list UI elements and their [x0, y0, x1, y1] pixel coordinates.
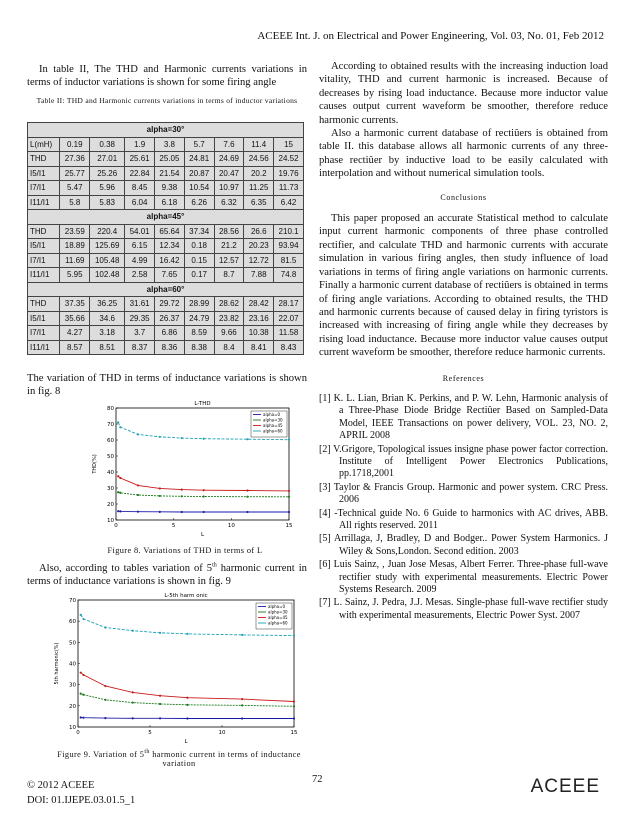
table-cell: 9.66	[214, 326, 244, 341]
y-tick-label: 20	[69, 703, 76, 710]
table-cell: 6.35	[244, 195, 274, 210]
table-cell: 7.88	[244, 268, 274, 283]
data-point	[104, 699, 106, 701]
also-paragraph: Also, according to tables variation of 5th harmonic current in terms of inductance variations is shown in fig. 9	[27, 562, 307, 588]
table-alpha-header: alpha=60°	[28, 282, 304, 297]
legend-label: alpha=45	[268, 615, 288, 620]
copyright: © 2012 ACEEE	[27, 780, 95, 791]
table-cell: 8.37	[125, 340, 155, 355]
data-point	[288, 490, 290, 492]
data-point	[203, 489, 205, 491]
y-tick-label: 60	[69, 619, 76, 626]
table-cell: 65.64	[155, 224, 185, 239]
table-cell: 54.01	[125, 224, 155, 239]
data-point	[181, 511, 183, 513]
table-row-label: I5/I1	[28, 166, 60, 181]
data-point	[159, 632, 161, 634]
data-point	[186, 697, 188, 699]
x-tick-label: 5	[148, 730, 152, 736]
x-axis-label: L	[200, 532, 205, 538]
table-cell: 0.17	[184, 268, 214, 283]
journal-header: ACEEE Int. J. on Electrical and Power Engineering, Vol. 03, No. 01, Feb 2012	[257, 30, 604, 42]
data-point	[203, 495, 205, 497]
thd-paragraph-wrap	[27, 372, 307, 399]
legend-label: alpha=45	[263, 423, 283, 428]
table-cell: 2.58	[125, 268, 155, 283]
y-tick-label: 70	[107, 422, 114, 428]
table-cell: 0.18	[184, 239, 214, 254]
table-cell: 27.36	[60, 152, 90, 167]
table-cell: 21.54	[155, 166, 185, 181]
table-row	[28, 181, 304, 196]
data-point	[181, 495, 183, 497]
table-cell: 6.42	[274, 195, 304, 210]
data-point	[293, 634, 295, 636]
table-cell: 210.1	[274, 224, 304, 239]
data-point	[117, 510, 119, 512]
x-tick-label: 10	[227, 523, 235, 529]
table-cell: 10.54	[184, 181, 214, 196]
legend-label: alpha=30	[263, 417, 283, 423]
table-row-label: I7/I1	[28, 253, 60, 268]
table-row-label: I11/I1	[28, 195, 60, 210]
figure-8-caption: Figure 8. Variations of THD in terms of L	[107, 546, 263, 555]
table-cell: 24.52	[274, 152, 304, 167]
table-cell: 5.95	[60, 268, 90, 283]
data-point	[80, 672, 82, 674]
table-cell: 8.57	[60, 340, 90, 355]
table-cell: 28.62	[214, 297, 244, 312]
table-cell: 8.43	[274, 340, 304, 355]
table-cell: 5.83	[90, 195, 125, 210]
table-cell: 28.17	[274, 297, 304, 312]
table-cell: 21.2	[214, 239, 244, 254]
data-point	[241, 698, 243, 700]
results-paragraph: According to obtained results with the increasing induction load vitality, THD and current harmonic is increased. Because of decreases by rising load inductance. Because more inductor value causes output current waveform be smoother, therefore reduce harmonic currents.	[319, 61, 608, 126]
data-point	[80, 693, 82, 695]
table-cell: 8.36	[155, 340, 185, 355]
table-cell: 25.26	[90, 166, 125, 181]
table-cell: 27.01	[90, 152, 125, 167]
chart-title: L-5th harm onic	[164, 593, 208, 599]
reference-item: [4] -Technical guide No. 6 Guide to harmonics with AC drives, ABB. All rights reserved. 2011	[319, 507, 608, 531]
data-point	[293, 705, 295, 707]
table-row-label: I7/I1	[28, 326, 60, 341]
references-list	[319, 393, 608, 622]
reference-item: [2] V.Grigore, Topological issues insigne phase power factor correction. Institute of Intelligent Power Electronics Publications, pp.1718,2001	[319, 443, 608, 480]
data-point	[203, 438, 205, 440]
table-row	[28, 253, 304, 268]
table-cell: 74.8	[274, 268, 304, 283]
table-cell: 28.99	[184, 297, 214, 312]
table-row	[28, 152, 304, 167]
table-cell: 29.72	[155, 297, 185, 312]
table-cell: 37.34	[184, 224, 214, 239]
data-point	[132, 691, 134, 693]
x-tick-label: 5	[171, 523, 176, 529]
table-cell: 20.47	[214, 166, 244, 181]
table-cell: 9.38	[155, 181, 185, 196]
also-paragraph-wrap	[27, 562, 307, 589]
data-point	[104, 626, 106, 628]
data-point	[186, 633, 188, 635]
data-point	[241, 717, 243, 719]
table-row-label: I5/I1	[28, 239, 60, 254]
data-point	[288, 496, 290, 498]
table-cell: 24.81	[184, 152, 214, 167]
data-point	[137, 511, 139, 513]
data-point	[246, 438, 248, 440]
legend-label: alpha=60	[268, 620, 288, 626]
table-cell: 8.51	[90, 340, 125, 355]
y-tick-label: 60	[107, 438, 114, 444]
data-point	[159, 511, 161, 513]
data-point	[132, 630, 134, 632]
legend-label: alpha=0	[263, 412, 280, 417]
table-cell: 3.18	[90, 326, 125, 341]
harmonic-table	[27, 122, 304, 355]
table-row-label: L(mH)	[28, 137, 60, 152]
data-point	[246, 496, 248, 498]
reference-item: [6] Luis Sainz, , Juan Jose Mesas, Albert Ferrer. Three-phase full-wave rectifier study with experimental measurements. Electric Power Systems Research. 2009	[319, 559, 608, 596]
table-cell: 20.23	[244, 239, 274, 254]
data-point	[246, 511, 248, 513]
table-cell: 5.8	[60, 195, 90, 210]
table-cell: 20.2	[244, 166, 274, 181]
data-point	[117, 475, 119, 477]
y-tick-label: 70	[69, 598, 76, 604]
data-point	[159, 703, 161, 705]
data-point	[186, 717, 188, 719]
table-cell: 11.58	[274, 326, 304, 341]
table-cell: 28.56	[214, 224, 244, 239]
y-tick-label: 10	[69, 725, 76, 731]
table-cell: 23.59	[60, 224, 90, 239]
data-point	[181, 437, 183, 439]
left-column	[27, 63, 307, 110]
table-cell: 35.66	[60, 311, 90, 326]
table-cell: 11.25	[244, 181, 274, 196]
table-row-label: THD	[28, 152, 60, 167]
reference-item: [5] Arrillaga, J, Bradley, D and Bodger.. Power System Harmonics. J Wiley & Sons,London. Second edition. 2003	[319, 533, 608, 557]
table-cell: 220.4	[90, 224, 125, 239]
table-cell: 36.25	[90, 297, 125, 312]
table-row	[28, 239, 304, 254]
table-cell: 93.94	[274, 239, 304, 254]
reference-item: [3] Taylor & Francis Group. Harmonic and power system. CRC Press. 2006	[319, 481, 608, 506]
data-point	[80, 614, 82, 616]
y-axis-label: 5th harmonic(%)	[54, 642, 60, 685]
table-cell: 6.15	[125, 239, 155, 254]
data-point	[80, 716, 82, 718]
figure-9	[52, 590, 300, 745]
table-cell: 105.48	[90, 253, 125, 268]
table-cell: 3.8	[155, 137, 185, 152]
references-heading: References	[442, 373, 485, 383]
table-row	[28, 340, 304, 355]
y-axis-label: THD(%)	[92, 454, 98, 474]
data-point	[293, 717, 295, 719]
table-cell: 7.6	[214, 137, 244, 152]
y-tick-label: 80	[107, 406, 114, 412]
table-cell: 26.37	[155, 311, 185, 326]
data-point	[137, 433, 139, 435]
table-cell: 20.87	[184, 166, 214, 181]
table-cell: 0.38	[90, 137, 125, 152]
data-point	[137, 494, 139, 496]
table-cell: 125.69	[90, 239, 125, 254]
table-cell: 8.7	[214, 268, 244, 283]
table-cell: 1.9	[125, 137, 155, 152]
table-row	[28, 268, 304, 283]
table-cell: 16.42	[155, 253, 185, 268]
table-cell: 23.82	[214, 311, 244, 326]
x-tick-label: 10	[218, 730, 226, 736]
table-row	[28, 195, 304, 210]
table-row-label: I11/I1	[28, 340, 60, 355]
data-point	[132, 701, 134, 703]
table-cell: 12.72	[244, 253, 274, 268]
table-cell: 22.07	[274, 311, 304, 326]
legend-label: alpha=30	[268, 609, 288, 615]
y-tick-label: 50	[107, 454, 114, 460]
y-tick-label: 50	[69, 640, 76, 647]
table-cell: 0.15	[184, 253, 214, 268]
table-cell: 6.32	[214, 195, 244, 210]
y-tick-label: 30	[69, 682, 76, 689]
data-point	[203, 511, 205, 513]
table-row-label: I7/I1	[28, 181, 60, 196]
page-number: 72	[312, 774, 323, 785]
table-row-label: THD	[28, 297, 60, 312]
data-point	[104, 685, 106, 687]
table-row-label: THD	[28, 224, 60, 239]
thd-paragraph: The variation of THD in terms of inductance variations is shown in fig. 8	[27, 373, 307, 398]
x-tick-label: 15	[290, 730, 298, 736]
table-cell: 25.05	[155, 152, 185, 167]
table-caption: Table II: THD and Harmonic currents variations in terms of inductor variations	[36, 95, 298, 105]
data-point	[241, 634, 243, 636]
table-cell: 10.97	[214, 181, 244, 196]
fifth-harmonic-chart	[52, 590, 300, 745]
table-cell: 12.57	[214, 253, 244, 268]
data-point	[159, 717, 161, 719]
data-point	[82, 717, 84, 719]
table-cell: 81.5	[274, 253, 304, 268]
data-point	[241, 704, 243, 706]
table-cell: 18.89	[60, 239, 90, 254]
table-row	[28, 326, 304, 341]
figure-8	[90, 398, 295, 538]
table-cell: 4.27	[60, 326, 90, 341]
table-cell: 29.35	[125, 311, 155, 326]
data-point	[159, 695, 161, 697]
y-tick-label: 30	[107, 486, 114, 492]
figure-9-caption: Figure 9. Variation of 5th harmonic current in terms of inductance variation	[57, 749, 301, 768]
data-point	[186, 704, 188, 706]
table-cell: 26.6	[244, 224, 274, 239]
table-row	[28, 297, 304, 312]
conclusions-heading: Conclusions	[440, 192, 487, 202]
table-cell: 8.59	[184, 326, 214, 341]
data-point	[137, 484, 139, 486]
table-cell: 24.56	[244, 152, 274, 167]
data-point	[119, 477, 121, 479]
x-tick-label: 15	[285, 523, 293, 529]
data-point	[119, 492, 121, 494]
x-axis-label: L	[184, 739, 188, 745]
data-point	[159, 495, 161, 497]
y-tick-label: 40	[107, 470, 114, 476]
table-cell: 8.38	[184, 340, 214, 355]
table-cell: 12.34	[155, 239, 185, 254]
table-cell: 22.84	[125, 166, 155, 181]
data-point	[117, 421, 119, 423]
table-cell: 8.41	[244, 340, 274, 355]
doi: DOI: 01.IJEPE.03.01.5_1	[27, 795, 136, 806]
table-cell: 7.65	[155, 268, 185, 283]
database-paragraph: Also a harmonic current database of rectiûers is obtained from table II. this database allows all harmonic currents of any three-phase rectiûer by inductive load to be easily calculated with interpolation and without numerical simulation tools.	[319, 128, 608, 180]
data-point	[181, 489, 183, 491]
table-cell: 4.99	[125, 253, 155, 268]
data-point	[132, 717, 134, 719]
table-cell: 11.4	[244, 137, 274, 152]
conclusions-paragraph: This paper proposed an accurate Statistical method to calculate input current harmonic components of three phase controlled rectifier, and calculate THD and harmonic currents with accurate simulation in various firing angles, then study influence of load variations in terms of firing angle variations on harmonic currents. Finally a harmonic current database of rectiûers is obtained in terms of firing angle variations. According to obtained results, the THD and harmonic currents because of caused delay in firing tyristors is increased with increasing of firing angle while they decreases by rising load inductance. Because more inductor value causes output current waveform be smoother, therefore reduce harmonic currents.	[319, 213, 608, 359]
table-cell: 37.35	[60, 297, 90, 312]
table-cell: 8.4	[214, 340, 244, 355]
table-alpha-header: alpha=30°	[28, 123, 304, 138]
table-cell: 23.16	[244, 311, 274, 326]
chart-title: L-THD	[194, 401, 211, 407]
y-tick-label: 10	[107, 518, 114, 524]
table-cell: 10.38	[244, 326, 274, 341]
table-cell: 11.73	[274, 181, 304, 196]
table-cell: 5.7	[184, 137, 214, 152]
table-alpha-header: alpha=45°	[28, 210, 304, 225]
table-cell: 5.96	[90, 181, 125, 196]
data-point	[159, 487, 161, 489]
table-cell: 25.61	[125, 152, 155, 167]
y-tick-label: 40	[69, 661, 76, 668]
table-row	[28, 137, 304, 152]
table-cell: 5.47	[60, 181, 90, 196]
table-cell: 6.86	[155, 326, 185, 341]
data-point	[159, 436, 161, 438]
table-cell: 102.48	[90, 268, 125, 283]
legend-label: alpha=0	[268, 604, 285, 609]
table-cell: 6.26	[184, 195, 214, 210]
table-cell: 6.18	[155, 195, 185, 210]
data-point	[119, 426, 121, 428]
table-row	[28, 166, 304, 181]
table-cell: 25.77	[60, 166, 90, 181]
data-point	[104, 717, 106, 719]
table-row	[28, 311, 304, 326]
table-cell: 24.79	[184, 311, 214, 326]
table-cell: 34.6	[90, 311, 125, 326]
data-point	[119, 510, 121, 512]
data-point	[82, 618, 84, 620]
thd-chart	[90, 398, 295, 538]
data-point	[288, 511, 290, 513]
table-cell: 6.04	[125, 195, 155, 210]
data-point	[246, 489, 248, 491]
data-point	[288, 439, 290, 441]
x-tick-label: 0	[114, 523, 118, 529]
table-cell: 15	[274, 137, 304, 152]
table-cell: 0.19	[60, 137, 90, 152]
x-tick-label: 0	[76, 730, 80, 736]
legend-label: alpha=60	[263, 428, 283, 434]
reference-item: [1] K. L. Lian, Brian K. Perkins, and P. W. Lehn, Harmonic analysis of a Three-Phase Diode Bridge Rectiûer Based on Sampled-Data Model, IEEE Transactions on power delivery, VOL. 23, NO. 2, APRIL 2008	[319, 392, 608, 442]
table-row-label: I11/I1	[28, 268, 60, 283]
data-point	[293, 700, 295, 702]
table-cell: 11.69	[60, 253, 90, 268]
table-cell: 31.61	[125, 297, 155, 312]
table-cell: 19.76	[274, 166, 304, 181]
table-cell: 24.69	[214, 152, 244, 167]
data-point	[117, 491, 119, 493]
table-cell: 8.45	[125, 181, 155, 196]
data-point	[82, 694, 84, 696]
data-point	[82, 674, 84, 676]
intro-paragraph: In table II, The THD and Harmonic currents variations in terms of inductor variations is shown for some firing angle	[27, 64, 307, 89]
y-tick-label: 20	[107, 502, 114, 508]
table-row	[28, 224, 304, 239]
table-row-label: I5/I1	[28, 311, 60, 326]
reference-item: [7] L. Sainz, J. Pedra, J.J. Mesas. Single-phase full-wave rectifier study with experimental measurements, Electric Power Syst. 2007	[319, 597, 608, 621]
table-cell: 28.42	[244, 297, 274, 312]
table-cell: 3.7	[125, 326, 155, 341]
aceee-logo: ACEEE	[530, 776, 600, 797]
right-column	[319, 60, 608, 623]
